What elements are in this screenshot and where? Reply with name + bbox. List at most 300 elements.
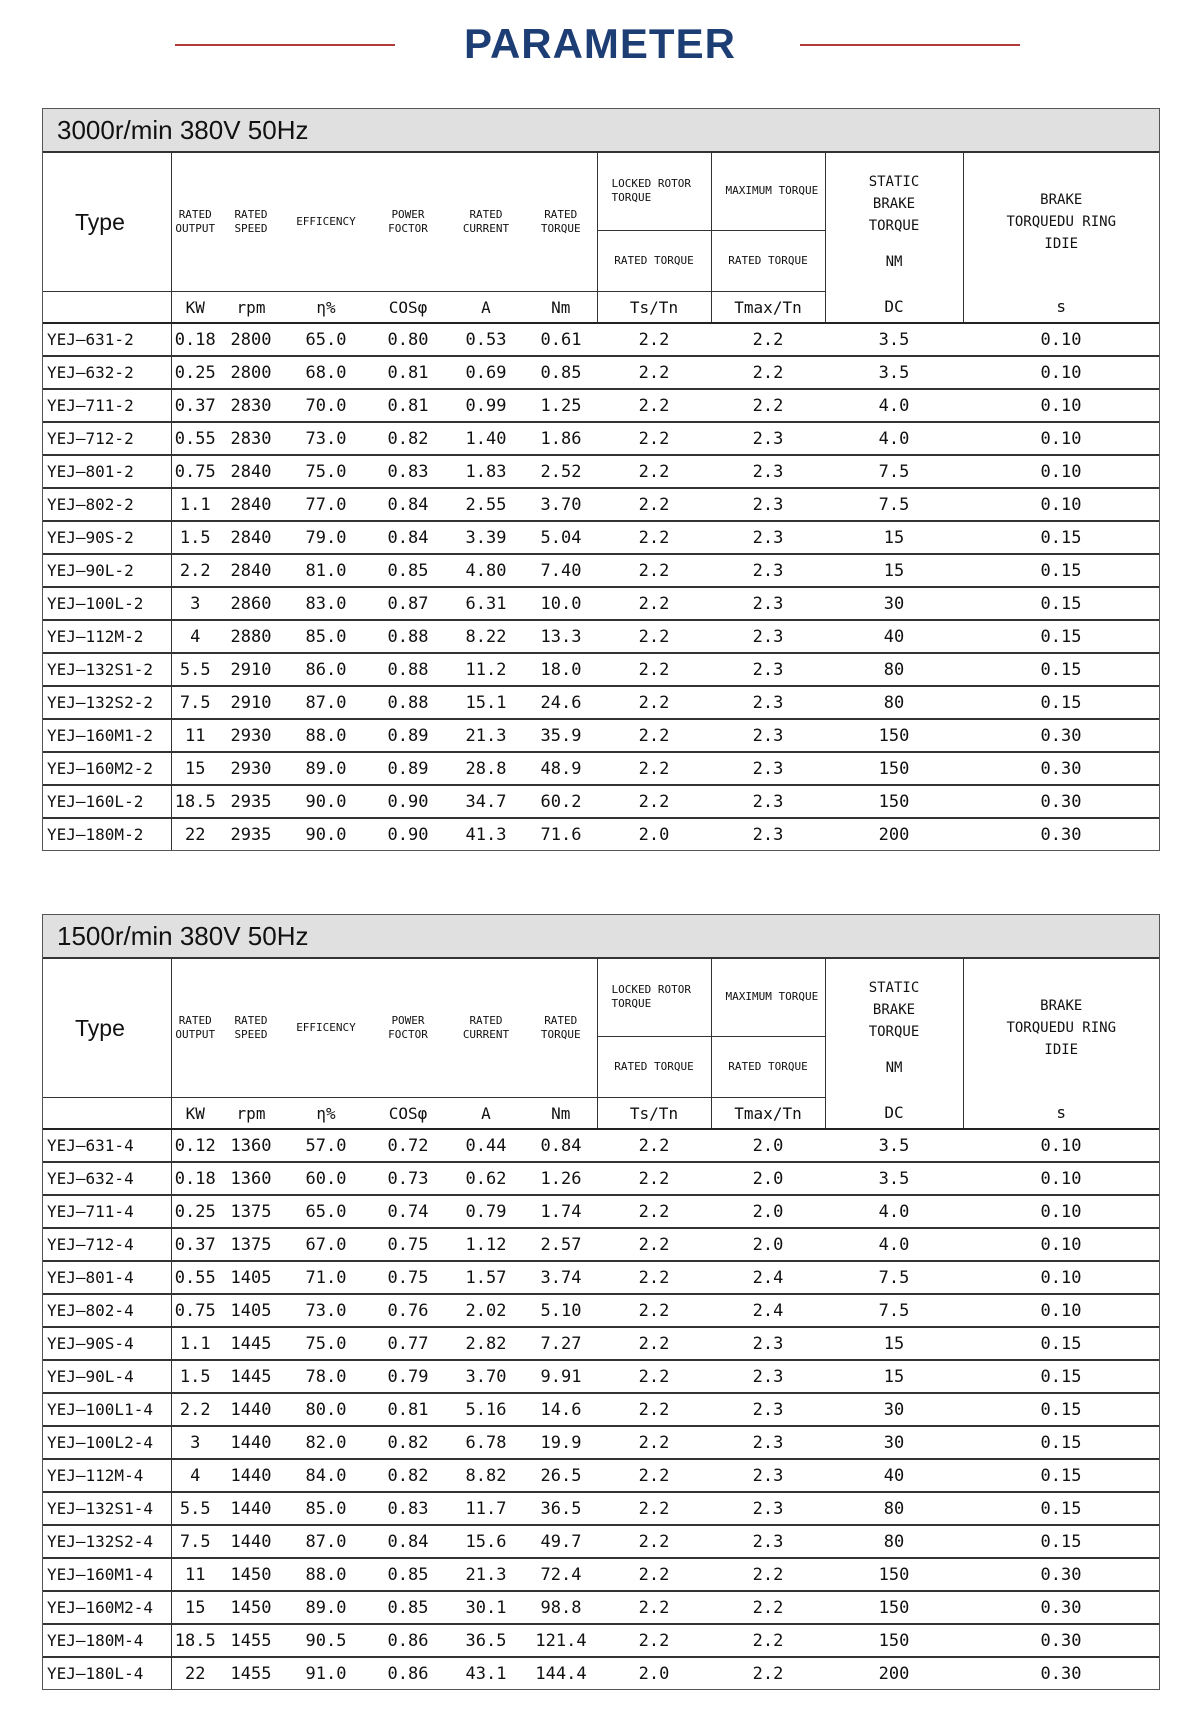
table-cell: 2.3: [711, 1459, 825, 1492]
table-cell: 15: [825, 1360, 963, 1393]
table-cell: 2.4: [711, 1261, 825, 1294]
table-row: [43, 653, 1159, 686]
table-row: [43, 785, 1159, 818]
table-cell: 2.3: [711, 785, 825, 818]
table-cell: 0.82: [369, 422, 447, 455]
model-type-cell: YEJ—90S-4: [43, 1327, 171, 1360]
table-cell: 5.16: [447, 1393, 525, 1426]
table-row: [43, 752, 1159, 785]
table-cell: 1.1: [171, 488, 219, 521]
table-cell: 3: [171, 587, 219, 620]
table-cell: 2.2: [597, 1393, 711, 1426]
table-row: [43, 719, 1159, 752]
table-cell: 15.6: [447, 1525, 525, 1558]
table-cell: 87.0: [283, 686, 369, 719]
table-cell: 0.75: [369, 1228, 447, 1261]
header-power-factor: POWER FOCTOR: [369, 959, 447, 1098]
table-row: [43, 686, 1159, 719]
table-cell: 2840: [219, 521, 283, 554]
table-cell: 15: [825, 554, 963, 587]
table-cell: 0.30: [963, 752, 1159, 785]
table-cell: 2.3: [711, 1360, 825, 1393]
table-cell: 60.2: [525, 785, 597, 818]
table-cell: 0.85: [369, 1591, 447, 1624]
table-row: [43, 1195, 1159, 1228]
table-cell: 2930: [219, 752, 283, 785]
table-cell: 15: [171, 752, 219, 785]
table-cell: 2910: [219, 653, 283, 686]
table-row: [43, 1525, 1159, 1558]
table-row: [43, 1426, 1159, 1459]
table-cell: 0.85: [369, 1558, 447, 1591]
table-cell: 0.30: [963, 1591, 1159, 1624]
table-cell: 7.5: [171, 1525, 219, 1558]
model-type-cell: YEJ—112M-2: [43, 620, 171, 653]
table-cell: 2.2: [597, 1327, 711, 1360]
table-cell: 2910: [219, 686, 283, 719]
table-cell: 4.0: [825, 422, 963, 455]
unit-label: rpm: [219, 292, 283, 324]
header-static-brake-label: STATIC BRAKE TORQUE: [868, 980, 920, 1041]
table-cell: 2.57: [525, 1228, 597, 1261]
unit-label: DC: [825, 292, 963, 324]
table-cell: 82.0: [283, 1426, 369, 1459]
table-cell: 22: [185, 1663, 206, 1684]
table-cell: 2.2: [597, 455, 711, 488]
header-rated-current: RATED CURRENT: [447, 959, 525, 1098]
table-cell: 0.80: [369, 323, 447, 356]
table-cell: 2.0: [638, 1663, 670, 1684]
table-cell: 41.3: [465, 824, 507, 845]
units-row: [43, 292, 1159, 324]
table-cell: 2.2: [597, 356, 711, 389]
table-row: [43, 1459, 1159, 1492]
table-row: [43, 1558, 1159, 1591]
header-locked-rotor-torque: LOCKED ROTOR TORQUE: [597, 153, 711, 231]
table-cell: 21.3: [447, 719, 525, 752]
table-cell: 2830: [219, 389, 283, 422]
table-row: [43, 356, 1159, 389]
table-cell: 7.5: [825, 455, 963, 488]
table-cell: 0.73: [369, 1162, 447, 1195]
table-cell: 0.15: [963, 1459, 1159, 1492]
table-cell: 57.0: [283, 1129, 369, 1162]
table-cell: 86.0: [283, 653, 369, 686]
header-rated-output: RATED OUTPUT: [171, 959, 219, 1098]
table-cell: 0.82: [369, 1426, 447, 1459]
table-cell: 1455: [230, 1663, 272, 1684]
table-cell: 0.55: [171, 422, 219, 455]
model-type-cell: YEJ—712-2: [43, 422, 171, 455]
table-cell: 2935: [219, 785, 283, 818]
header-brake-torque-ring: BRAKE TORQUEDU RING IDIE: [963, 959, 1159, 1098]
table-cell: 2.2: [711, 1591, 825, 1624]
table-cell: 8.82: [447, 1459, 525, 1492]
header-static-brake-unit: NM: [885, 254, 903, 271]
table-cell: 0.15: [963, 620, 1159, 653]
table-cell: 150: [825, 1624, 963, 1657]
model-type-cell: YEJ—632-4: [43, 1162, 171, 1195]
header-row: [43, 959, 1159, 1037]
table-cell: 2.3: [752, 824, 784, 845]
table-cell: 60.0: [283, 1162, 369, 1195]
model-type-cell: YEJ—180M-4: [43, 1624, 171, 1657]
table-cell: 2.2: [171, 554, 219, 587]
table-cell: 85.0: [283, 620, 369, 653]
table-cell: 2.3: [711, 686, 825, 719]
table-cell: 2.0: [711, 1228, 825, 1261]
table-cell: 4.0: [825, 1195, 963, 1228]
table-cell: 0.88: [369, 686, 447, 719]
table-cell: 150: [825, 785, 963, 818]
table-cell: 1.40: [447, 422, 525, 455]
table-cell: 70.0: [283, 389, 369, 422]
header-rated-output: RATED OUTPUT: [171, 153, 219, 292]
table-cell: 2.3: [711, 422, 825, 455]
table-cell: 0.81: [369, 356, 447, 389]
table-cell: 5.5: [171, 1492, 219, 1525]
table-cell: 1440: [219, 1393, 283, 1426]
table-cell: 2.02: [447, 1294, 525, 1327]
table-cell: 0.75: [171, 455, 219, 488]
page-title: PARAMETER: [464, 20, 736, 67]
unit-label: s: [963, 292, 1159, 324]
table-cell: 2.2: [597, 1426, 711, 1459]
header-static-brake-torque: [825, 153, 963, 292]
table-cell: 1360: [219, 1162, 283, 1195]
table-cell: 0.82: [369, 1459, 447, 1492]
table-cell: 7.5: [171, 686, 219, 719]
unit-label: Ts/Tn: [597, 1098, 711, 1130]
table-cell: 5.5: [171, 653, 219, 686]
unit-label: Tmax/Tn: [711, 292, 825, 324]
table-cell: 7.5: [825, 488, 963, 521]
table-cell: 2.2: [597, 554, 711, 587]
table-cell: 0.83: [369, 1492, 447, 1525]
header-power-factor: POWER FOCTOR: [369, 153, 447, 292]
table-cell: 75.0: [283, 455, 369, 488]
table-cell: 2800: [219, 356, 283, 389]
model-type-cell: YEJ—100L-2: [43, 587, 171, 620]
model-type-cell: YEJ—100L1-4: [43, 1393, 171, 1426]
table-cell: 1450: [219, 1591, 283, 1624]
unit-label: Tmax/Tn: [711, 1098, 825, 1130]
table-row: [43, 1228, 1159, 1261]
table-cell: 2.2: [597, 389, 711, 422]
table-cell: 43.1: [465, 1663, 507, 1684]
table-cell: 4.0: [825, 389, 963, 422]
unit-label: s: [963, 1098, 1159, 1130]
table-cell: 73.0: [283, 422, 369, 455]
table-cell: 1440: [219, 1459, 283, 1492]
table-cell: 35.9: [525, 719, 597, 752]
table-row: [43, 1624, 1159, 1657]
header-rated-current: RATED CURRENT: [447, 153, 525, 292]
page-header: [0, 14, 1200, 74]
table-cell: 2.2: [597, 1129, 711, 1162]
header-type: Type: [43, 959, 171, 1098]
table-cell: 1445: [219, 1360, 283, 1393]
table-cell: 150: [825, 1558, 963, 1591]
table-cell: 7.40: [525, 554, 597, 587]
table-cell: 0.10: [963, 1228, 1159, 1261]
table-cell: 0.90: [387, 824, 429, 845]
unit-label: COSφ: [369, 292, 447, 324]
table-cell: 2.3: [711, 1327, 825, 1360]
table-cell: 18.5: [171, 1624, 219, 1657]
table-cell: 89.0: [283, 1591, 369, 1624]
table-cell: 8.22: [447, 620, 525, 653]
table-cell: 2.2: [597, 587, 711, 620]
table-cell: 71.0: [283, 1261, 369, 1294]
table-cell: 87.0: [283, 1525, 369, 1558]
table-cell: 30: [825, 1426, 963, 1459]
table-cell: 10.0: [525, 587, 597, 620]
table-cell: 11.2: [447, 653, 525, 686]
table-cell: 0.69: [447, 356, 525, 389]
table-cell: 0.89: [369, 752, 447, 785]
table-cell: 98.8: [525, 1591, 597, 1624]
table-cell: 200: [878, 824, 910, 845]
table-cell: 0.18: [171, 1162, 219, 1195]
model-type-cell: YEJ—711-2: [43, 389, 171, 422]
table-cell: 22: [185, 824, 206, 845]
table-cell: 0.10: [963, 1294, 1159, 1327]
table-cell: 144.4: [535, 1663, 587, 1684]
table-cell: 28.8: [447, 752, 525, 785]
table-cell: 89.0: [283, 752, 369, 785]
table-cell: 0.75: [171, 1294, 219, 1327]
table-cell: 88.0: [283, 719, 369, 752]
table-cell: 80.0: [283, 1393, 369, 1426]
table-cell: 5.04: [525, 521, 597, 554]
table-cell: 80: [825, 1525, 963, 1558]
table-cell: 2.3: [711, 653, 825, 686]
table-cell: 1405: [219, 1261, 283, 1294]
table-cell: 0.10: [963, 1261, 1159, 1294]
table-cell: 1.57: [447, 1261, 525, 1294]
header-max-rated-torque: RATED TORQUE: [711, 230, 825, 291]
table-cell: 2.2: [597, 1228, 711, 1261]
table-cell: 2.2: [597, 1261, 711, 1294]
table-row: [43, 1492, 1159, 1525]
table-cell: 80: [825, 1492, 963, 1525]
table-cell: 1.5: [171, 521, 219, 554]
table-cell: 90.0: [305, 824, 347, 845]
table-cell: 4.80: [447, 554, 525, 587]
table-cell: 2.2: [597, 488, 711, 521]
table-cell: 0.81: [369, 389, 447, 422]
header-static-brake-label: STATIC BRAKE TORQUE: [868, 174, 920, 235]
table-cell: 1440: [219, 1492, 283, 1525]
table-cell: 2.2: [597, 686, 711, 719]
model-type-cell: YEJ—802-4: [43, 1294, 171, 1327]
table-cell: 3.5: [825, 1129, 963, 1162]
table-cell: 2930: [219, 719, 283, 752]
unit-label: KW: [171, 1098, 219, 1130]
table-cell: 2.2: [597, 1591, 711, 1624]
table-cell: 0.30: [963, 785, 1159, 818]
table-cell: 11: [171, 719, 219, 752]
table-cell: 0.37: [171, 389, 219, 422]
unit-label: rpm: [219, 1098, 283, 1130]
table-cell: 2935: [230, 824, 272, 845]
table-cell: 68.0: [283, 356, 369, 389]
unit-label: COSφ: [369, 1098, 447, 1130]
table-cell: 0.88: [369, 620, 447, 653]
table-cell: 2.2: [597, 1558, 711, 1591]
table-caption: 1500r/min 380V 50Hz: [43, 915, 1159, 958]
table-cell: 0.86: [387, 1663, 429, 1684]
table-cell: 40: [825, 620, 963, 653]
table-cell: 1440: [219, 1525, 283, 1558]
table-cell: 7.5: [825, 1261, 963, 1294]
table-cell: 2.2: [597, 653, 711, 686]
unit-label: η%: [283, 1098, 369, 1130]
table-cell: 9.91: [525, 1360, 597, 1393]
table-cell: 2840: [219, 455, 283, 488]
table-cell: 1.1: [171, 1327, 219, 1360]
table-cell: 2.3: [711, 1492, 825, 1525]
table-cell: 2.2: [711, 1558, 825, 1591]
header-static-brake-unit: NM: [885, 1060, 903, 1077]
header-maximum-torque: MAXIMUM TORQUE: [711, 153, 825, 231]
unit-label: Ts/Tn: [597, 292, 711, 324]
table-cell: 2.3: [711, 488, 825, 521]
table-cell: 0.10: [963, 422, 1159, 455]
table-cell: 2.2: [597, 1492, 711, 1525]
table-cell: 150: [825, 719, 963, 752]
table-cell: 1375: [219, 1228, 283, 1261]
table-cell: 6.31: [447, 587, 525, 620]
header-locked-rotor-torque: LOCKED ROTOR TORQUE: [597, 959, 711, 1037]
table-cell: 2.55: [447, 488, 525, 521]
table-cell: 1.83: [447, 455, 525, 488]
model-type-cell: YEJ—160M1-4: [43, 1558, 171, 1591]
table-cell: 0.85: [369, 554, 447, 587]
table-cell: 2.2: [171, 1393, 219, 1426]
table-cell: 30.1: [447, 1591, 525, 1624]
table-cell: 0.79: [369, 1360, 447, 1393]
table-row: [43, 818, 1159, 850]
table-cell: 1375: [219, 1195, 283, 1228]
model-type-cell: YEJ—132S1-2: [43, 653, 171, 686]
table-cell: 1405: [219, 1294, 283, 1327]
table-cell: 0.15: [963, 1426, 1159, 1459]
table-cell: 0.84: [369, 521, 447, 554]
table-row: [43, 1393, 1159, 1426]
table-cell: 2.2: [597, 1360, 711, 1393]
table-cell: 2.52: [525, 455, 597, 488]
table-row: [43, 1261, 1159, 1294]
table-cell: 88.0: [283, 1558, 369, 1591]
table-cell: 0.25: [171, 1195, 219, 1228]
table-cell: 2.2: [597, 323, 711, 356]
model-type-cell: YEJ—160L-2: [43, 785, 171, 818]
table-row: [43, 422, 1159, 455]
table-cell: 2.2: [597, 752, 711, 785]
table-cell: 2.2: [597, 1195, 711, 1228]
table-cell: 0.30: [963, 1558, 1159, 1591]
table-cell: 2860: [219, 587, 283, 620]
table-cell: 4: [171, 1459, 219, 1492]
table-caption: 3000r/min 380V 50Hz: [43, 109, 1159, 152]
model-type-cell: YEJ—90L-2: [43, 554, 171, 587]
table-cell: 3.5: [825, 1162, 963, 1195]
header-locked-rated-torque: RATED TORQUE: [597, 1036, 711, 1097]
header-max-rated-torque: RATED TORQUE: [711, 1036, 825, 1097]
header-efficiency: EFFICENCY: [283, 959, 369, 1098]
table-cell: 150: [825, 1591, 963, 1624]
table-cell: 13.3: [525, 620, 597, 653]
table-cell: 2880: [219, 620, 283, 653]
header-rated-torque: RATED TORQUE: [525, 959, 597, 1098]
table-cell: 0.88: [369, 653, 447, 686]
table-cell: 0.30: [963, 719, 1159, 752]
table-cell: 2830: [219, 422, 283, 455]
table-cell: 200: [878, 1663, 910, 1684]
table-cell: 0.99: [447, 389, 525, 422]
table-cell: 0.76: [369, 1294, 447, 1327]
header-efficiency: EFFICENCY: [283, 153, 369, 292]
table-cell: 7.27: [525, 1327, 597, 1360]
table-cell: 0.55: [171, 1261, 219, 1294]
table-cell: 0.25: [171, 356, 219, 389]
table-cell: 3.39: [447, 521, 525, 554]
table-cell: 81.0: [283, 554, 369, 587]
table-cell: 0.12: [171, 1129, 219, 1162]
table-cell: 0.87: [369, 587, 447, 620]
unit-label: KW: [171, 292, 219, 324]
table-cell: 2.82: [447, 1327, 525, 1360]
table-cell: 0.53: [447, 323, 525, 356]
units-blank: [43, 292, 171, 324]
table-cell: 30: [825, 1393, 963, 1426]
table-cell: 1.74: [525, 1195, 597, 1228]
table-cell: 36.5: [525, 1492, 597, 1525]
table-cell: 24.6: [525, 686, 597, 719]
table-cell: 2.3: [711, 1525, 825, 1558]
table-cell: 3.70: [525, 488, 597, 521]
table-cell: 11.7: [447, 1492, 525, 1525]
table-cell: 2.2: [597, 785, 711, 818]
model-type-cell: YEJ—180L-4: [43, 1657, 171, 1689]
model-type-cell: YEJ—801-4: [43, 1261, 171, 1294]
table-cell: 2.2: [597, 1162, 711, 1195]
table-cell: 7.5: [825, 1294, 963, 1327]
table-row: [43, 323, 1159, 356]
table-cell: 0.15: [963, 1525, 1159, 1558]
model-type-cell: YEJ—631-2: [43, 323, 171, 356]
unit-label: A: [447, 1098, 525, 1130]
table-cell: 0.30: [963, 1624, 1159, 1657]
table-cell: 21.3: [447, 1558, 525, 1591]
table-cell: 1.5: [171, 1360, 219, 1393]
table-cell: 1.25: [525, 389, 597, 422]
model-type-cell: YEJ—132S1-4: [43, 1492, 171, 1525]
model-type-cell: YEJ—160M2-4: [43, 1591, 171, 1624]
unit-label: η%: [283, 292, 369, 324]
table-cell: 79.0: [283, 521, 369, 554]
table-cell: 2.0: [638, 824, 670, 845]
table-cell: 150: [825, 752, 963, 785]
model-type-cell: YEJ—802-2: [43, 488, 171, 521]
header-row: [43, 153, 1159, 231]
table-row: [43, 1162, 1159, 1195]
table-cell: 0.30: [1040, 1663, 1082, 1684]
table-cell: 1455: [219, 1624, 283, 1657]
table-cell: 2.3: [711, 719, 825, 752]
